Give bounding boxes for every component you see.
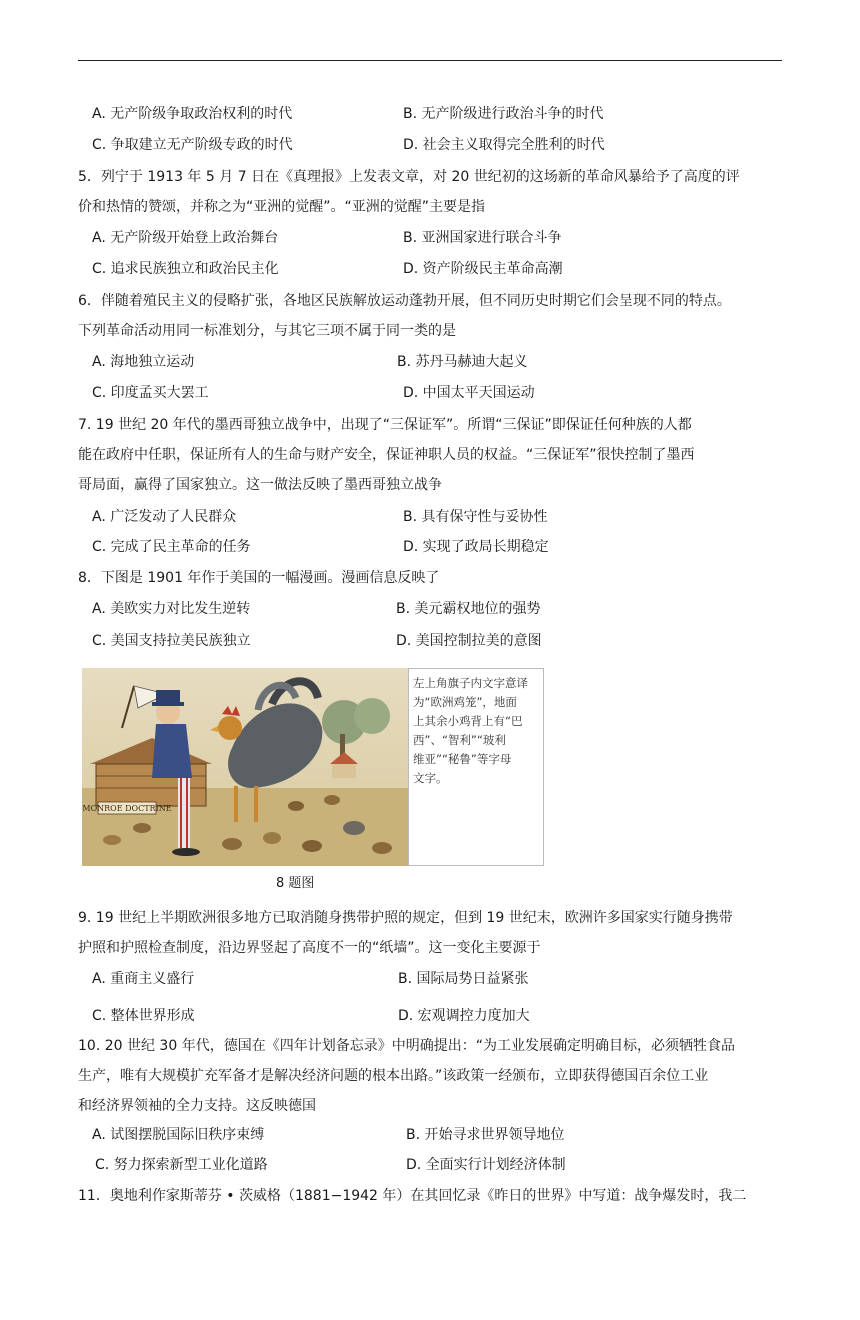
q6-stem-line1: 6．伴随着殖民主义的侵略扩张，各地区民族解放运动蓬勃开展，但不同历史时期它们会呈现不同的特点。 (78, 293, 731, 309)
caption-line-6: 文字。 (413, 771, 448, 785)
q7-stem-line2: 能在政府中任职，保证所有人的生命与财产安全，保证神职人员的权益。“三保证军”很快控制了墨西 (78, 447, 695, 463)
q9-option-b: B. 国际局势日益紧张 (398, 971, 529, 987)
q8-stem: 8．下图是 1901 年作于美国的一幅漫画。漫画信息反映了 (78, 570, 440, 586)
q5-stem-line2: 价和热情的赞颂，并称之为“亚洲的觉醒”。“亚洲的觉醒”主要是指 (78, 199, 486, 215)
q9-stem-line1: 9. 19 世纪上半期欧洲很多地方已取消随身携带护照的规定，但到 19 世纪末，欧洲许多国家实行随身携带 (78, 910, 733, 926)
q4-option-c: C. 争取建立无产阶级专政的时代 (92, 137, 293, 153)
q8-figure (82, 668, 544, 866)
q4-option-a: A. 无产阶级争取政治权利的时代 (92, 106, 293, 122)
q11-stem-line1: 11．奥地利作家斯蒂芬 • 茨威格（1881−1942 年）在其回忆录《昨日的世界》中写道：战争爆发时，我二 (78, 1188, 747, 1204)
q10-stem-line1: 10. 20 世纪 30 年代，德国在《四年计划备忘录》中明确提出：“为工业发展确定明确目标，必须牺牲食品 (78, 1038, 735, 1054)
q10-option-c: C. 努力探索新型工业化道路 (95, 1157, 268, 1173)
q5-option-d: D. 资产阶级民主革命高潮 (403, 261, 563, 277)
q6-stem-line2: 下列革命活动用同一标准划分，与其它三项不属于同一类的是 (78, 323, 456, 339)
caption-line-4: 西”、“智利”“玻利 (413, 733, 506, 747)
q10-stem-line2: 生产，唯有大规模扩充军备才是解决经济问题的根本出路。”该政策一经颁布，立即获得德国百余位工业 (78, 1068, 709, 1084)
q6-option-a: A. 海地独立运动 (92, 354, 195, 370)
figure-caption-box (408, 668, 544, 866)
q9-option-c: C. 整体世界形成 (92, 1008, 195, 1024)
q6-option-c: C. 印度孟买大罢工 (92, 385, 209, 401)
q5-option-c: C. 追求民族独立和政治民主化 (92, 261, 279, 277)
figure-label: 8 题图 (276, 876, 315, 891)
q7-stem-line1: 7. 19 世纪 20 年代的墨西哥独立战争中，出现了“三保证军”。所谓“三保证”即保证任何种族的人都 (78, 417, 692, 433)
q10-option-d: D. 全面实行计划经济体制 (406, 1157, 566, 1173)
q8-option-d: D. 美国控制拉美的意图 (396, 633, 542, 649)
q10-option-a: A. 试图摆脱国际旧秩序束缚 (92, 1127, 265, 1143)
q6-option-d: D. 中国太平天国运动 (403, 385, 535, 401)
caption-line-1: 左上角旗子内文字意译 (413, 676, 528, 690)
q5-option-b: B. 亚洲国家进行联合斗争 (403, 230, 562, 246)
cartoon-image (82, 668, 408, 866)
header-rule (78, 60, 782, 61)
q7-option-b: B. 具有保守性与妥协性 (403, 509, 548, 525)
q9-stem-line2: 护照和护照检查制度，沿边界竖起了高度不一的“纸墙”。这一变化主要源于 (78, 940, 541, 956)
q4-option-b: B. 无产阶级进行政治斗争的时代 (403, 106, 604, 122)
caption-line-3: 上其余小鸡背上有“巴 (413, 714, 523, 728)
q7-option-a: A. 广泛发动了人民群众 (92, 509, 237, 525)
cartoon-sign-text: MONROE DOCTRINE (82, 804, 172, 813)
q5-option-a: A. 无产阶级开始登上政治舞台 (92, 230, 279, 246)
q8-option-c: C. 美国支持拉美民族独立 (92, 633, 251, 649)
q10-option-b: B. 开始寻求世界领导地位 (406, 1127, 565, 1143)
q10-stem-line3: 和经济界领袖的全力支持。这反映德国 (78, 1098, 316, 1114)
q7-option-c: C. 完成了民主革命的任务 (92, 539, 251, 555)
q9-option-a: A. 重商主义盛行 (92, 971, 195, 987)
caption-line-5: 维亚”“秘鲁”等字母 (413, 752, 512, 766)
q6-option-b: B. 苏丹马赫迪大起义 (397, 354, 528, 370)
caption-line-2: 为“欧洲鸡笼”，地面 (413, 695, 517, 709)
q9-option-d: D. 宏观调控力度加大 (398, 1008, 530, 1024)
q8-option-a: A. 美欧实力对比发生逆转 (92, 601, 251, 617)
q7-stem-line3: 哥局面，赢得了国家独立。这一做法反映了墨西哥独立战争 (78, 477, 442, 493)
q5-stem-line1: 5．列宁于 1913 年 5 月 7 日在《真理报》上发表文章，对 20 世纪初的这场新的革命风暴给予了高度的评 (78, 169, 740, 185)
q8-option-b: B. 美元霸权地位的强势 (396, 601, 541, 617)
q4-option-d: D. 社会主义取得完全胜利的时代 (403, 137, 605, 153)
q7-option-d: D. 实现了政局长期稳定 (403, 539, 549, 555)
